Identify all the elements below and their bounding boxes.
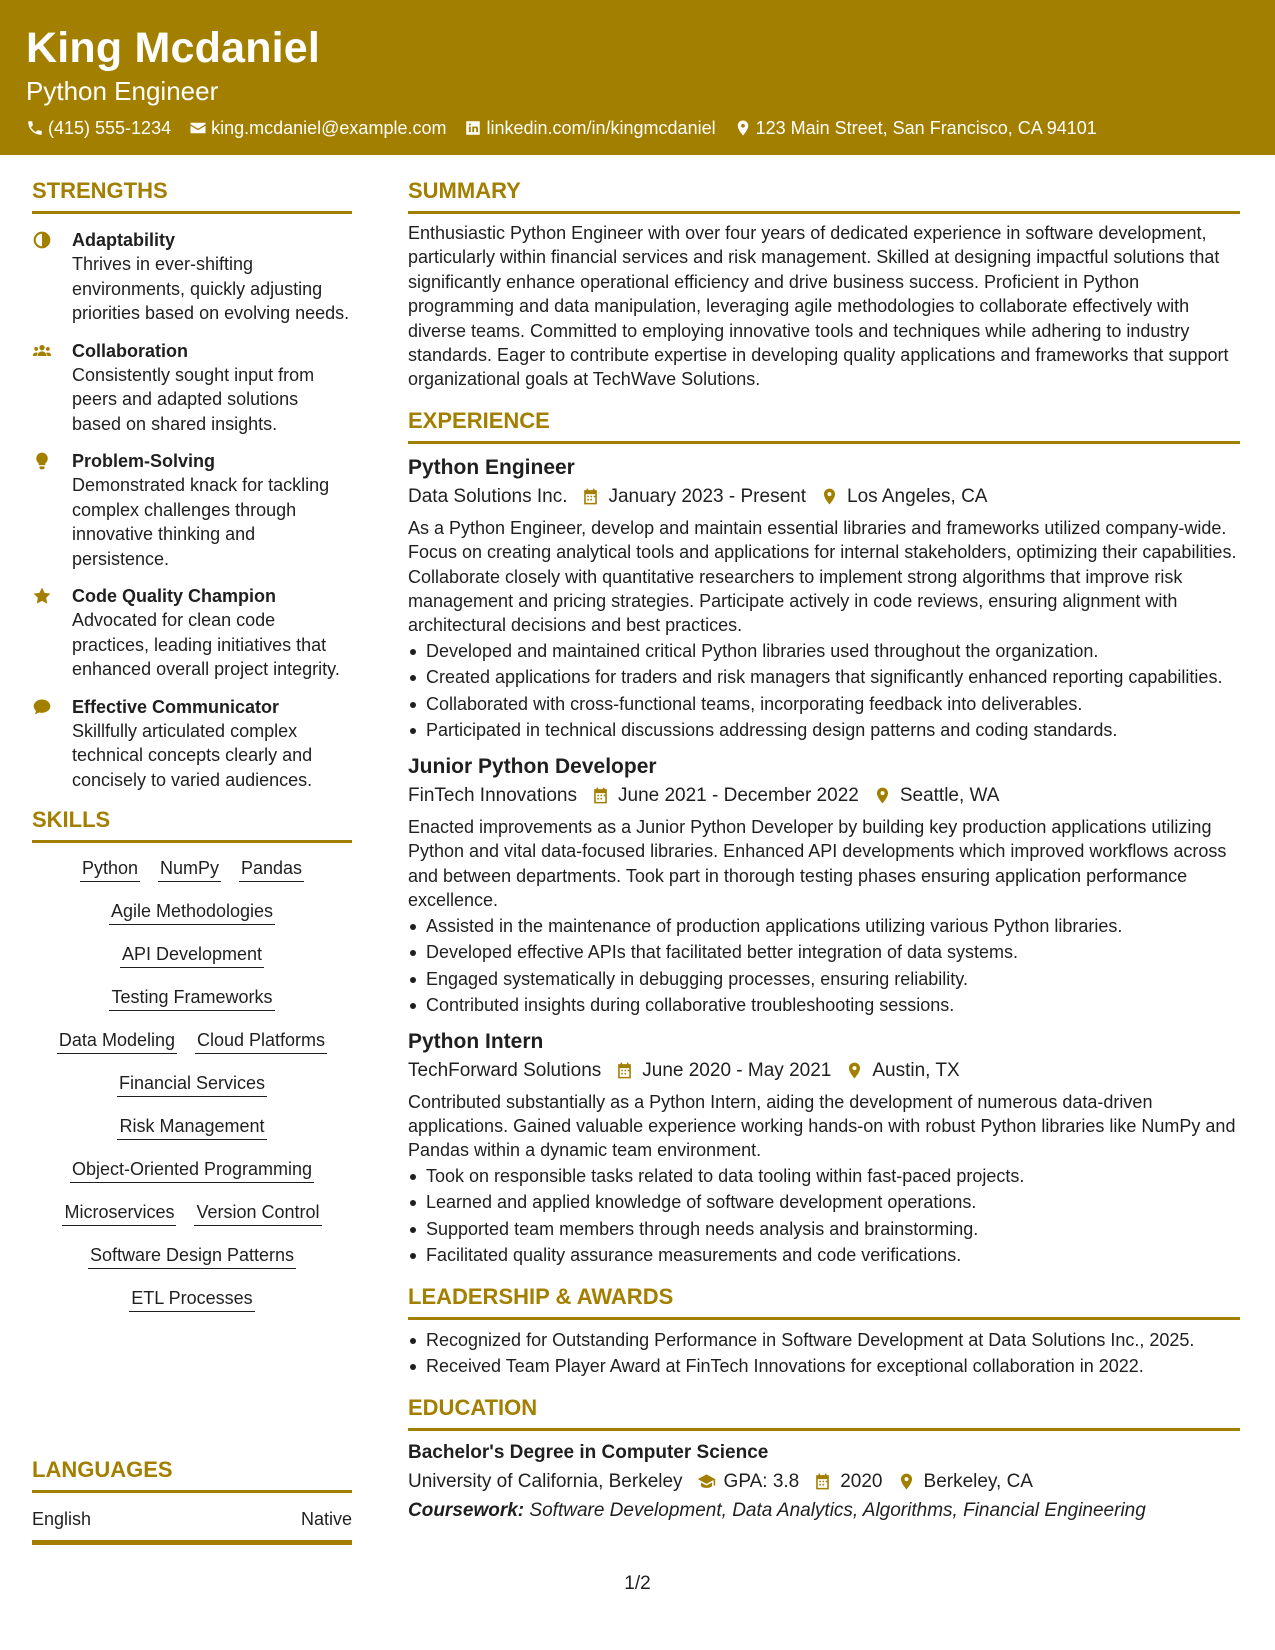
languages-heading: LANGUAGES — [32, 1455, 352, 1493]
skill-row — [32, 857, 352, 882]
job-entry — [408, 753, 1240, 1018]
education-year-item — [813, 1467, 882, 1497]
strengths-list — [32, 228, 352, 792]
strength-item — [32, 449, 352, 571]
experience-heading: EXPERIENCE — [408, 406, 1240, 444]
map-pin-icon — [845, 1061, 864, 1080]
skill-row — [32, 1244, 352, 1269]
contact-bar — [26, 116, 1249, 140]
job-meta — [408, 1056, 1240, 1086]
education-location-item — [897, 1467, 1033, 1497]
bullet-item: Assisted in the maintenance of production applications utilizing various Python libraries. — [408, 914, 1240, 939]
strength-desc: Demonstrated knack for tackling complex challenges through innovative thinking and persistence. — [72, 475, 330, 569]
strengths-section — [32, 176, 352, 792]
coursework-label: Coursework: — [408, 1499, 525, 1521]
job-description: Contributed substantially as a Python Intern, aiding the development of numerous data-driven applications. Gained valuable experience working hands-on with robust Python libraries like NumPy and Pandas within a dynamic team environment. — [408, 1091, 1236, 1161]
phone-text: (415) 555-1234 — [48, 118, 172, 138]
bullet-item: Developed and maintained critical Python libraries used throughout the organization. — [408, 639, 1240, 664]
job-company: Data Solutions Inc. — [408, 485, 568, 507]
language-item — [32, 1507, 352, 1545]
education-location: Berkeley, CA — [923, 1470, 1033, 1492]
job-dates: June 2021 - December 2022 — [618, 784, 859, 806]
education-gpa-item — [697, 1467, 800, 1497]
candidate-name: King Mcdaniel — [26, 24, 321, 72]
summary-heading: SUMMARY — [408, 176, 1240, 214]
bullet-item: Supported team members through needs analysis and brainstorming. — [408, 1217, 1240, 1242]
envelope-icon — [189, 119, 207, 137]
skill-row — [32, 1287, 352, 1312]
skill-tag: Cloud Platforms — [195, 1029, 327, 1054]
bullet-item: Facilitated quality assurance measurements and code verifications. — [408, 1243, 1240, 1268]
education-degree: Bachelor's Degree in Computer Science — [408, 1441, 769, 1463]
map-pin-icon — [820, 487, 839, 506]
awards-section — [408, 1282, 1240, 1379]
skill-tag: Pandas — [239, 857, 304, 882]
skill-row — [32, 943, 352, 968]
skill-tag: Version Control — [194, 1201, 321, 1226]
job-location: Seattle, WA — [899, 784, 1000, 806]
education-gpa: GPA: 3.8 — [723, 1470, 800, 1492]
job-location-item — [845, 1056, 959, 1086]
strength-name: Effective Communicator — [72, 696, 280, 717]
job-entry — [408, 454, 1240, 743]
calendar-icon — [813, 1472, 832, 1491]
skill-row — [32, 1158, 352, 1183]
strength-item — [32, 228, 352, 326]
email-link[interactable]: king.mcdaniel@example.com — [211, 118, 447, 138]
skill-tag: Data Modeling — [57, 1029, 177, 1054]
coursework-list: Software Development, Data Analytics, Algorithms, Financial Engineering — [529, 1499, 1146, 1521]
left-column — [32, 176, 352, 1330]
strength-item — [32, 695, 352, 793]
bullet-item: Engaged systematically in debugging processes, ensuring reliability. — [408, 967, 1240, 992]
bullet-item: Took on responsible tasks related to data tooling within fast-paced projects. — [408, 1164, 1240, 1189]
job-bullets — [408, 639, 1240, 743]
right-column — [408, 176, 1240, 1525]
strengths-heading: STRENGTHS — [32, 176, 352, 214]
skill-row — [32, 986, 352, 1011]
education-school: University of California, Berkeley — [408, 1470, 683, 1492]
address-text: 123 Main Street, San Francisco, CA 94101 — [755, 118, 1097, 138]
job-bullets — [408, 1164, 1240, 1268]
skill-tag: Python — [80, 857, 140, 882]
job-dates: January 2023 - Present — [608, 485, 806, 507]
bullet-item: Developed effective APIs that facilitated better integration of data systems. — [408, 940, 1240, 965]
job-dates-item — [615, 1056, 831, 1086]
skills-section — [32, 805, 352, 1312]
bullet-item: Learned and applied knowledge of software development operations. — [408, 1190, 1240, 1215]
job-entry — [408, 1028, 1240, 1268]
page-number: 1/2 — [624, 1573, 651, 1594]
strength-desc: Thrives in ever-shifting environments, quickly adjusting priorities based on evolving needs. — [72, 254, 350, 323]
half-circle-icon — [32, 230, 52, 250]
language-name: English — [32, 1509, 92, 1529]
contact-linkedin[interactable] — [464, 116, 715, 140]
strength-name: Problem-Solving — [72, 451, 216, 471]
skill-tag: NumPy — [158, 857, 221, 882]
award-item: Received Team Player Award at FinTech Innovations for exceptional collaboration in 2022. — [408, 1354, 1240, 1379]
strength-name: Code Quality Champion — [72, 586, 277, 606]
graduation-cap-icon — [697, 1472, 716, 1491]
strength-item — [32, 339, 352, 437]
skill-tag: Risk Management — [117, 1115, 266, 1140]
linkedin-link[interactable]: linkedin.com/in/kingmcdaniel — [486, 118, 716, 138]
skill-tag: Object-Oriented Programming — [70, 1158, 314, 1183]
bullet-item: Collaborated with cross-functional teams, incorporating feedback into deliverables. — [408, 692, 1240, 717]
map-pin-icon — [873, 786, 892, 805]
language-level: Native — [300, 1509, 352, 1529]
experience-section — [408, 406, 1240, 1268]
education-meta — [408, 1467, 1240, 1497]
strength-desc: Advocated for clean code practices, leading initiatives that enhanced overall project integrity. — [72, 610, 340, 679]
strength-desc: Skillfully articulated complex technical concepts clearly and concisely to varied audiences. — [72, 720, 313, 790]
awards-list — [408, 1328, 1240, 1379]
skill-tag: Testing Frameworks — [109, 986, 274, 1011]
calendar-icon — [591, 786, 610, 805]
education-year: 2020 — [840, 1470, 883, 1492]
summary-section — [408, 176, 1240, 392]
job-location: Los Angeles, CA — [847, 485, 988, 507]
bullet-item: Participated in technical discussions addressing design patterns and coding standards. — [408, 718, 1240, 743]
contact-email[interactable] — [189, 116, 446, 140]
phone-icon — [26, 119, 44, 137]
skill-row — [32, 1072, 352, 1097]
skill-tag: Agile Methodologies — [109, 900, 275, 925]
skill-tag: Software Design Patterns — [88, 1244, 296, 1269]
job-description: Enacted improvements as a Junior Python Developer by building key production applications utilizing Python and vital data-focused libraries. Enhanced API developments which improved workflows across and between departments. Took part in thorough testing phases ensuring application performance excellence. — [408, 816, 1227, 911]
job-bullets — [408, 914, 1240, 1018]
resume-header — [0, 0, 1275, 155]
job-title: Python Engineer — [408, 455, 575, 479]
candidate-title: Python Engineer — [26, 76, 219, 106]
skill-row — [32, 1201, 352, 1226]
job-title: Junior Python Developer — [408, 754, 657, 778]
skill-row — [32, 1029, 352, 1054]
job-location-item — [820, 482, 987, 512]
skill-tag: API Development — [120, 943, 264, 968]
chat-bubble-icon — [32, 697, 52, 717]
award-item: Recognized for Outstanding Performance in Software Development at Data Solutions Inc., 2025. — [408, 1328, 1240, 1353]
users-icon — [32, 341, 52, 361]
job-dates-item — [591, 781, 859, 811]
skill-row — [32, 900, 352, 925]
job-company: TechForward Solutions — [408, 1059, 602, 1081]
job-description: As a Python Engineer, develop and maintain essential libraries and frameworks utilized company-wide. Focus on creating analytical tools and applications for internal stakeholders, optimizing their capabilities. Collaborate closely with quantitative researchers to implement strong algorithms that improve risk management and pricing strategies. Participate actively in code reviews, ensuring alignment with architectural decisions and best practices. — [408, 517, 1237, 636]
job-dates: June 2020 - May 2021 — [642, 1059, 832, 1081]
strength-item — [32, 584, 352, 682]
contact-phone — [26, 116, 171, 140]
contact-address — [734, 116, 1097, 140]
job-company: FinTech Innovations — [408, 784, 577, 806]
job-title: Python Intern — [408, 1029, 544, 1053]
education-heading: EDUCATION — [408, 1393, 1240, 1431]
skills-list — [32, 857, 352, 1312]
job-dates-item — [581, 482, 806, 512]
strength-name: Adaptability — [72, 230, 176, 250]
languages-section — [32, 1455, 352, 1545]
skill-tag: ETL Processes — [129, 1287, 254, 1312]
awards-heading: LEADERSHIP & AWARDS — [408, 1282, 1240, 1320]
strength-name: Collaboration — [72, 340, 188, 361]
education-coursework — [408, 1497, 1240, 1525]
skills-heading: SKILLS — [32, 805, 352, 843]
star-icon — [32, 586, 52, 606]
linkedin-icon — [464, 119, 482, 137]
bullet-item: Contributed insights during collaborative troubleshooting sessions. — [408, 993, 1240, 1018]
skill-tag: Financial Services — [117, 1072, 267, 1097]
map-pin-icon — [734, 119, 752, 137]
job-meta — [408, 781, 1240, 811]
job-meta — [408, 482, 1240, 512]
job-location-item — [873, 781, 1000, 811]
lightbulb-icon — [32, 451, 52, 471]
strength-desc: Consistently sought input from peers and adapted solutions based on shared insights. — [72, 364, 315, 434]
skill-tag: Microservices — [62, 1201, 176, 1226]
job-location: Austin, TX — [872, 1059, 960, 1081]
skill-row — [32, 1115, 352, 1140]
calendar-icon — [615, 1061, 634, 1080]
summary-text: Enthusiastic Python Engineer with over four years of dedicated experience in software development, particularly within financial services and risk management. Skilled at designing impactful solutions that significantly enhance operational efficiency and drive business success. Proficient in Python programming and data manipulation, leveraging agile methodologies to collaborate effectively with diverse teams. Committed to employing innovative tools and techniques while adhering to industry standards. Eager to contribute expertise in developing quality applications and frameworks that support organizational goals at TechWave Solutions. — [408, 223, 1229, 390]
map-pin-icon — [897, 1472, 916, 1491]
education-section — [408, 1393, 1240, 1525]
calendar-icon — [581, 487, 600, 506]
bullet-item: Created applications for traders and risk managers that significantly enhanced reporting capabilities. — [408, 665, 1240, 690]
